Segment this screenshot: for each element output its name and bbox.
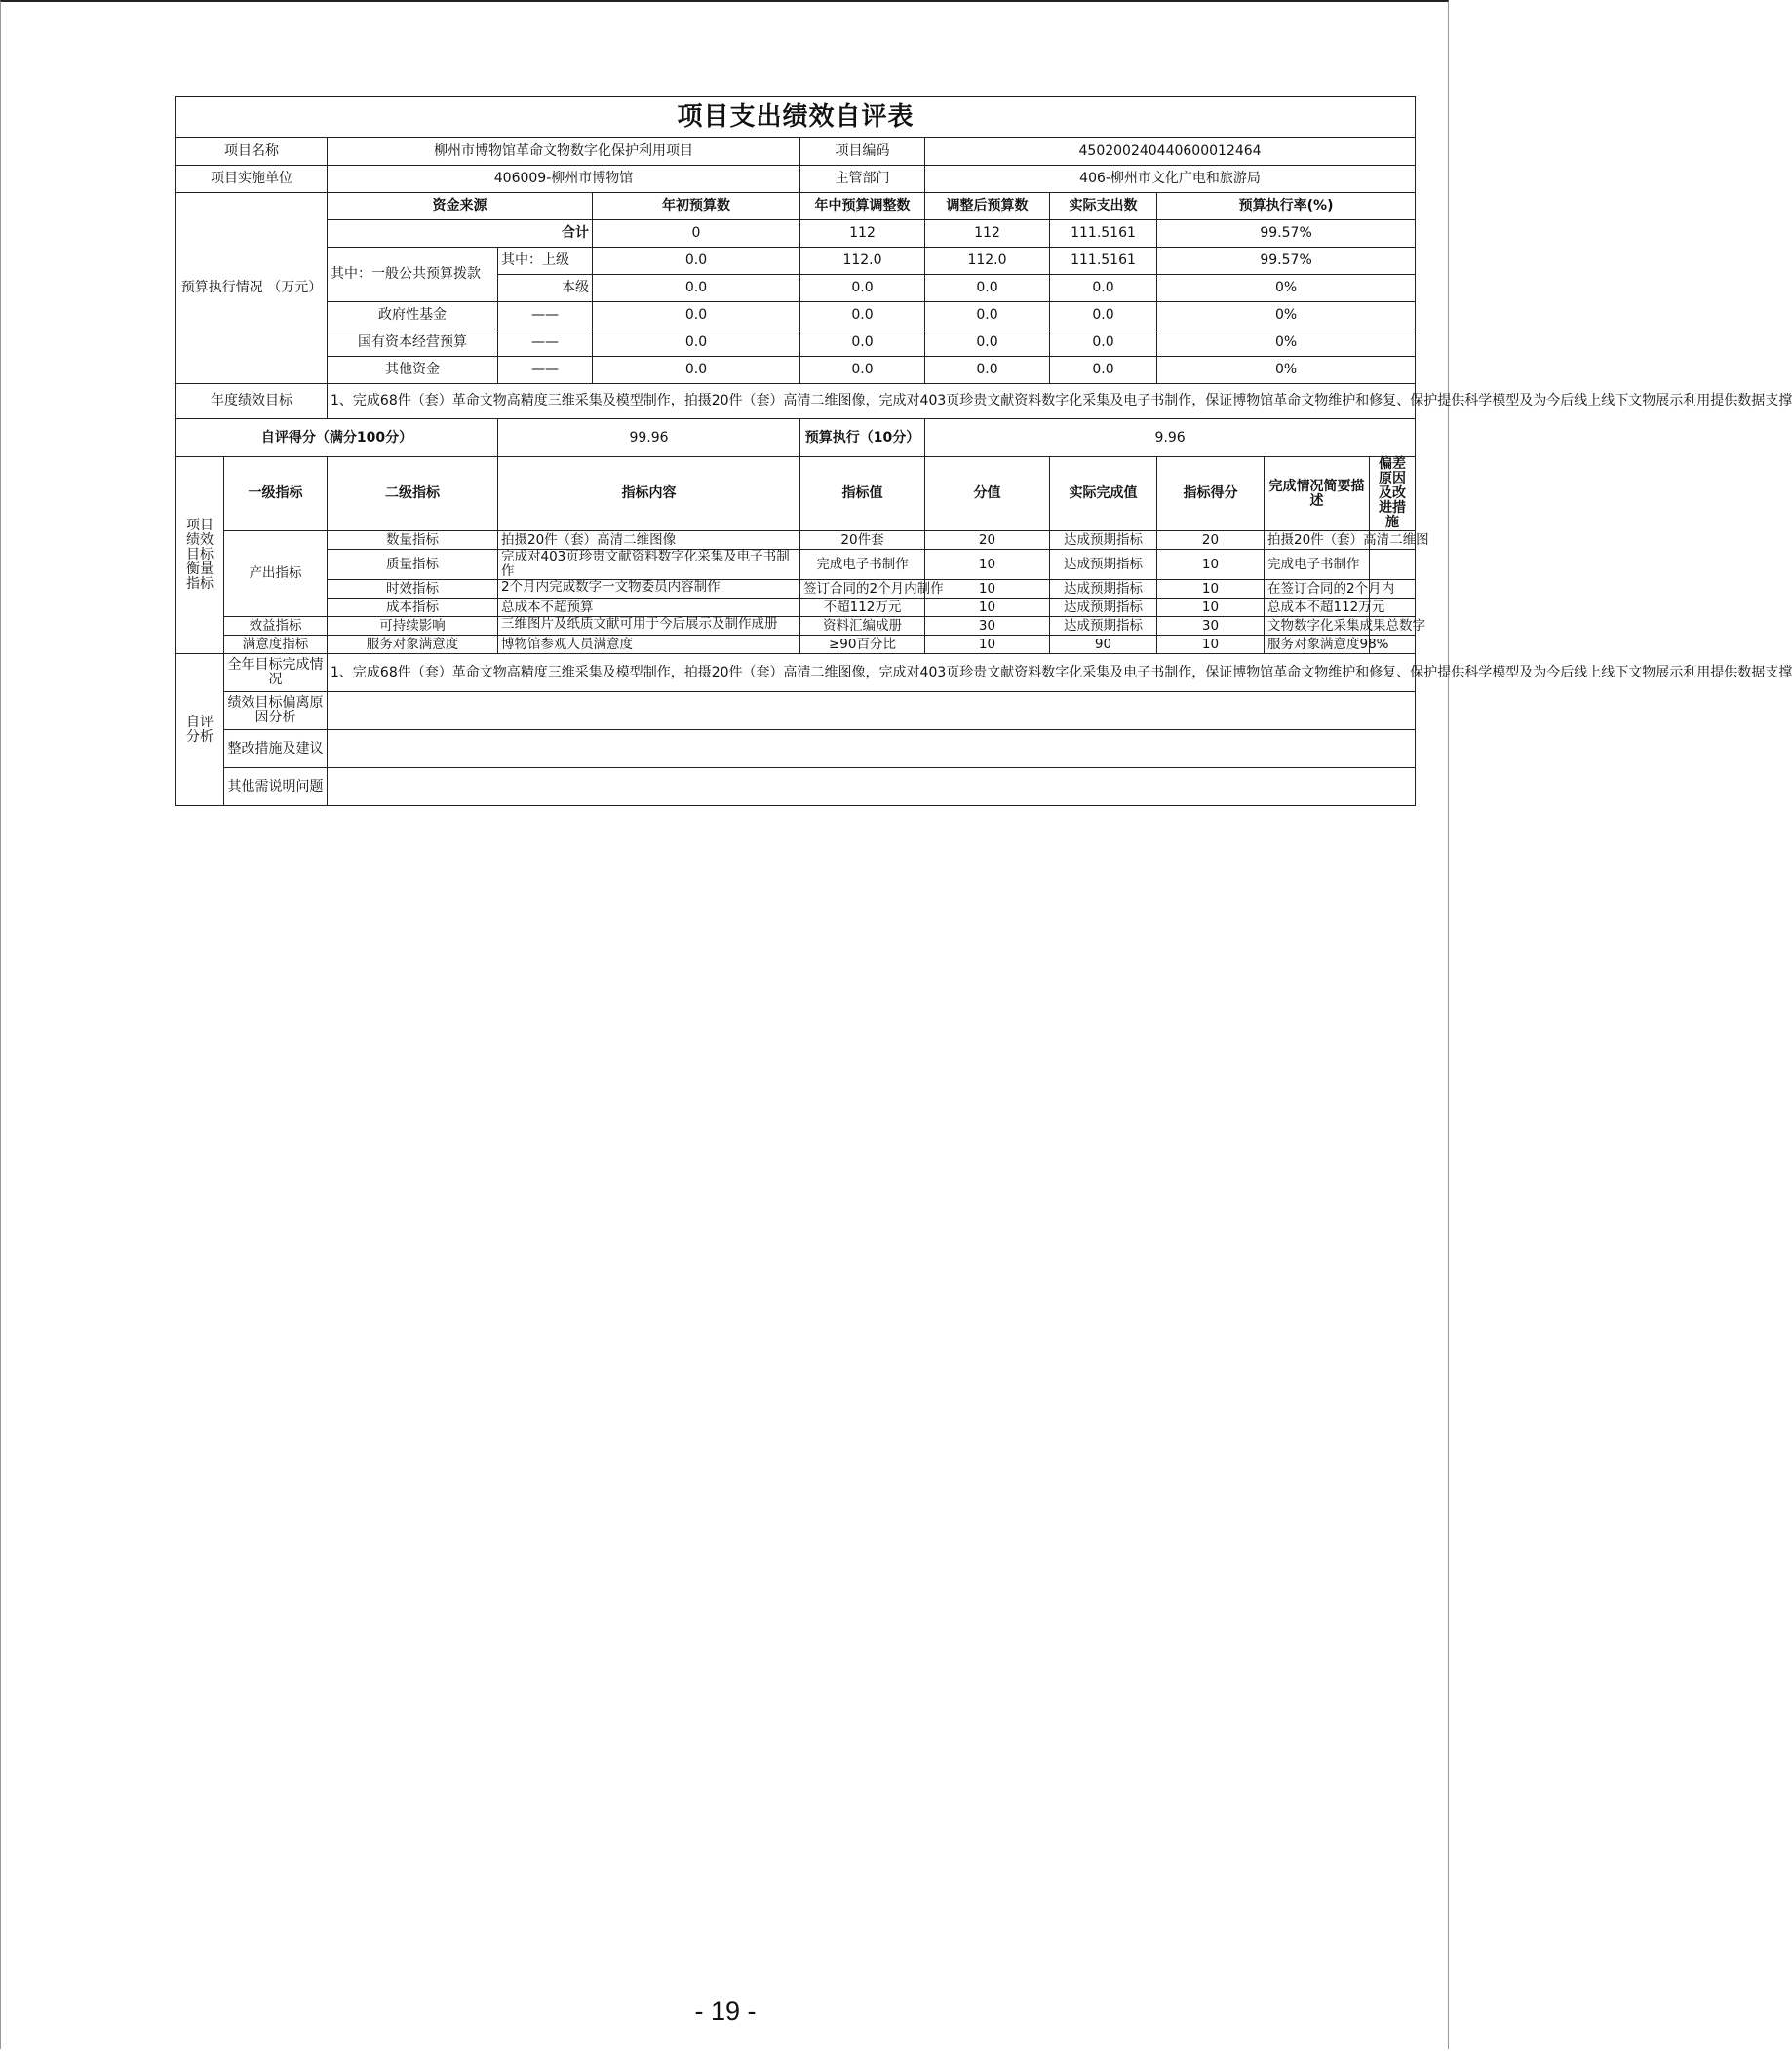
budget-total-rate: 99.57% xyxy=(1157,220,1416,248)
project-name-label: 项目名称 xyxy=(176,138,328,166)
ind-row-l2: 时效指标 xyxy=(328,580,498,599)
budget-capital-adjusted: 0.0 xyxy=(925,329,1050,357)
ind-row-score: 30 xyxy=(925,617,1050,636)
budget-capital-dash: —— xyxy=(498,329,593,357)
ind-header-got: 指标得分 xyxy=(1157,457,1265,531)
budget-fund-initial: 0.0 xyxy=(593,302,800,329)
budget-capital-label: 国有资本经营预算 xyxy=(328,329,498,357)
budget-capital-rate: 0% xyxy=(1157,329,1416,357)
self-eval-other-text xyxy=(328,768,1416,806)
budget-total-initial: 0 xyxy=(593,220,800,248)
ind-row-score: 10 xyxy=(925,580,1050,599)
self-eval-other-label: 其他需说明问题 xyxy=(224,768,328,806)
budget-header-midyear: 年中预算调整数 xyxy=(800,193,925,220)
ind-row-desc: 在签订合同的2个月内 xyxy=(1265,580,1370,599)
self-eval-goal-text: 1、完成68件（套）革命文物高精度三维采集及模型制作，拍摄20件（套）高清二维图像，完成对403页珍贵文献资料数字化采集及电子书制作，保证博物馆革命文物维护和修复、保护提供科学模型及为今后线上线下文物展示利用提供数据支撑 xyxy=(328,654,1416,692)
budget-other-label: 其他资金 xyxy=(328,357,498,384)
indicator-section-label: 项目 绩效 目标 衡量 指标 xyxy=(176,457,224,654)
ind-row-content: 完成对403页珍贵文献资料数字化采集及电子书制作 xyxy=(498,550,800,580)
ind-row-target: 完成电子书制作 xyxy=(800,550,925,580)
ind-row-actual: 达成预期指标 xyxy=(1050,617,1157,636)
budget-local-midyear: 0.0 xyxy=(800,275,925,302)
self-eval-rectify-text xyxy=(328,730,1416,768)
project-code-label: 项目编码 xyxy=(800,138,925,166)
ind-row-target: 资料汇编成册 xyxy=(800,617,925,636)
budget-header-rate: 预算执行率(%) xyxy=(1157,193,1416,220)
ind-header-content: 指标内容 xyxy=(498,457,800,531)
ind-row-score: 20 xyxy=(925,531,1050,550)
budget-local-label: 本级 xyxy=(498,275,593,302)
budget-capital-actual: 0.0 xyxy=(1050,329,1157,357)
budget-fund-rate: 0% xyxy=(1157,302,1416,329)
annual-goal-text: 1、完成68件（套）革命文物高精度三维采集及模型制作，拍摄20件（套）高清二维图像，完成对403页珍贵文献资料数字化采集及电子书制作，保证博物馆革命文物维护和修复、保护提供科学模型及为今后线上线下文物展示利用提供数据支撑 xyxy=(328,384,1416,419)
ind-row-got: 10 xyxy=(1157,550,1265,580)
unit-label: 项目实施单位 xyxy=(176,166,328,193)
ind-header-actual: 实际完成值 xyxy=(1050,457,1157,531)
ind-row-actual: 达成预期指标 xyxy=(1050,550,1157,580)
ind-row-actual: 达成预期指标 xyxy=(1050,599,1157,617)
budget-fund-midyear: 0.0 xyxy=(800,302,925,329)
ind-row-target: ≥90百分比 xyxy=(800,636,925,654)
budget-other-actual: 0.0 xyxy=(1050,357,1157,384)
ind-header-score: 分值 xyxy=(925,457,1050,531)
budget-other-initial: 0.0 xyxy=(593,357,800,384)
budget-fund-adjusted: 0.0 xyxy=(925,302,1050,329)
self-eval-rectify-label: 整改措施及建议 xyxy=(224,730,328,768)
ind-row-content: 三维图片及纸质文献可用于今后展示及制作成册 xyxy=(498,617,800,636)
budget-total-adjusted: 112 xyxy=(925,220,1050,248)
ind-row-desc: 文物数字化采集成果总数字 xyxy=(1265,617,1370,636)
budget-other-rate: 0% xyxy=(1157,357,1416,384)
project-name: 柳州市博物馆革命文物数字化保护利用项目 xyxy=(328,138,800,166)
budget-other-midyear: 0.0 xyxy=(800,357,925,384)
ind-row-score: 10 xyxy=(925,550,1050,580)
budget-upper-rate: 99.57% xyxy=(1157,248,1416,275)
ind-row-got: 10 xyxy=(1157,636,1265,654)
page-number: - 19 - xyxy=(694,1996,757,2026)
ind-row-content: 博物馆参观人员满意度 xyxy=(498,636,800,654)
unit: 406009-柳州市博物馆 xyxy=(328,166,800,193)
annual-goal-label: 年度绩效目标 xyxy=(176,384,328,419)
project-code: 450200240440600012464 xyxy=(925,138,1416,166)
ind-row-score: 10 xyxy=(925,636,1050,654)
ind-row-desc: 总成本不超112万元 xyxy=(1265,599,1370,617)
budget-total-midyear: 112 xyxy=(800,220,925,248)
ind-header-l1: 一级指标 xyxy=(224,457,328,531)
budget-upper-midyear: 112.0 xyxy=(800,248,925,275)
budget-upper-adjusted: 112.0 xyxy=(925,248,1050,275)
output-indicator-label: 产出指标 xyxy=(224,531,328,617)
satisfaction-indicator-label: 满意度指标 xyxy=(224,636,328,654)
budget-section-label: 预算执行情况 （万元） xyxy=(176,193,328,384)
budget-other-adjusted: 0.0 xyxy=(925,357,1050,384)
budget-other-dash: —— xyxy=(498,357,593,384)
budget-exec-score-value: 9.96 xyxy=(925,419,1416,457)
self-eval-section-label: 自评 分析 xyxy=(176,654,224,806)
budget-total-label: 合计 xyxy=(328,220,593,248)
ind-row-desc: 完成电子书制作 xyxy=(1265,550,1370,580)
self-score-value: 99.96 xyxy=(498,419,800,457)
budget-exec-score-label: 预算执行（10分） xyxy=(800,419,925,457)
ind-row-got: 30 xyxy=(1157,617,1265,636)
ind-row-score: 10 xyxy=(925,599,1050,617)
ind-row-target: 签订合同的2个月内制作 xyxy=(800,580,925,599)
budget-local-rate: 0% xyxy=(1157,275,1416,302)
budget-fund-label: 政府性基金 xyxy=(328,302,498,329)
budget-header-source: 资金来源 xyxy=(328,193,593,220)
budget-capital-initial: 0.0 xyxy=(593,329,800,357)
ind-row-l2: 质量指标 xyxy=(328,550,498,580)
budget-general-label: 其中：一般公共预算拨款 xyxy=(328,248,498,302)
self-score-label: 自评得分（满分100分） xyxy=(176,419,498,457)
dept: 406-柳州市文化广电和旅游局 xyxy=(925,166,1416,193)
ind-header-target: 指标值 xyxy=(800,457,925,531)
ind-row-content: 拍摄20件（套）高清二维图像 xyxy=(498,531,800,550)
ind-row-target: 20件套 xyxy=(800,531,925,550)
ind-row-content: 2个月内完成数字一文物委员内容制作 xyxy=(498,580,800,599)
ind-header-desc: 完成情况简要描述 xyxy=(1265,457,1370,531)
ind-row-content: 总成本不超预算 xyxy=(498,599,800,617)
budget-upper-actual: 111.5161 xyxy=(1050,248,1157,275)
budget-local-initial: 0.0 xyxy=(593,275,800,302)
ind-row-got: 20 xyxy=(1157,531,1265,550)
budget-local-actual: 0.0 xyxy=(1050,275,1157,302)
ind-row-desc: 服务对象满意度98% xyxy=(1265,636,1370,654)
ind-row-target: 不超112万元 xyxy=(800,599,925,617)
table-title: 项目支出绩效自评表 xyxy=(176,97,1416,138)
budget-local-adjusted: 0.0 xyxy=(925,275,1050,302)
performance-evaluation-table xyxy=(175,96,1792,806)
budget-fund-actual: 0.0 xyxy=(1050,302,1157,329)
self-eval-deviation-label: 绩效目标偏离原因分析 xyxy=(224,692,328,730)
ind-header-l2: 二级指标 xyxy=(328,457,498,531)
ind-row-l2: 数量指标 xyxy=(328,531,498,550)
ind-row-l2: 服务对象满意度 xyxy=(328,636,498,654)
budget-upper-initial: 0.0 xyxy=(593,248,800,275)
ind-row-got: 10 xyxy=(1157,580,1265,599)
budget-fund-dash: —— xyxy=(498,302,593,329)
ind-row-l2: 成本指标 xyxy=(328,599,498,617)
ind-row-reason xyxy=(1370,550,1416,580)
ind-row-actual: 90 xyxy=(1050,636,1157,654)
benefit-indicator-label: 效益指标 xyxy=(224,617,328,636)
dept-label: 主管部门 xyxy=(800,166,925,193)
budget-capital-midyear: 0.0 xyxy=(800,329,925,357)
ind-row-l2: 可持续影响 xyxy=(328,617,498,636)
budget-header-actual: 实际支出数 xyxy=(1050,193,1157,220)
ind-header-reason: 偏差原因及改进措施 xyxy=(1370,457,1416,531)
self-eval-goal-label: 全年目标完成情况 xyxy=(224,654,328,692)
ind-row-got: 10 xyxy=(1157,599,1265,617)
budget-header-initial: 年初预算数 xyxy=(593,193,800,220)
ind-row-actual: 达成预期指标 xyxy=(1050,531,1157,550)
self-eval-deviation-text xyxy=(328,692,1416,730)
ind-row-actual: 达成预期指标 xyxy=(1050,580,1157,599)
ind-row-desc: 拍摄20件（套）高清二维图 xyxy=(1265,531,1370,550)
budget-header-adjusted: 调整后预算数 xyxy=(925,193,1050,220)
budget-total-actual: 111.5161 xyxy=(1050,220,1157,248)
budget-upper-label: 其中：上级 xyxy=(498,248,593,275)
